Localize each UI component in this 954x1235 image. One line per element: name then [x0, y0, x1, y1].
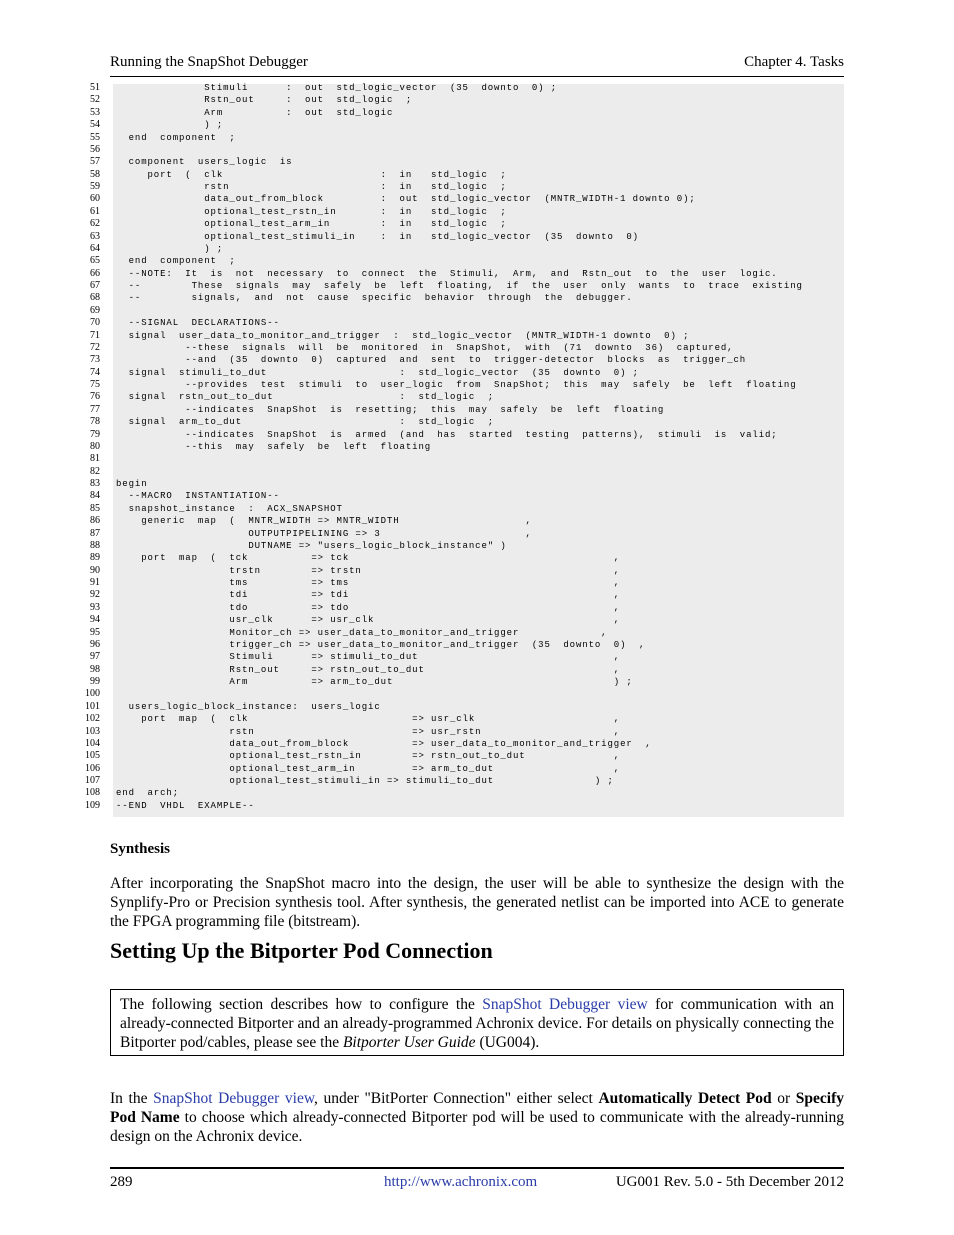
bitporter-user-guide-title: Bitporter User Guide — [342, 1034, 476, 1051]
line-number: 55 — [90, 131, 100, 143]
line-number: 106 — [85, 762, 100, 774]
code-line — [78, 280, 844, 292]
synthesis-heading: Synthesis — [110, 841, 171, 857]
code-text: --this may safely be left floating — [116, 441, 432, 452]
line-number: 75 — [90, 379, 100, 390]
paragraph-text-part: , under "BitPorter Connection" either select — [314, 1090, 599, 1107]
code-line — [78, 713, 844, 725]
line-number: 98 — [90, 663, 100, 675]
line-number: 70 — [90, 317, 100, 329]
code-text: trigger_ch => user_data_to_monitor_and_trigger (35 downto 0) , — [116, 639, 646, 650]
document-revision: UG001 Rev. 5.0 - 5th December 2012 — [615, 1174, 844, 1190]
code-text: signal user_data_to_monitor_and_trigger : std_logic_vector (MNTR_WIDTH-1 downto 0) ; — [116, 330, 690, 341]
code-line — [78, 750, 844, 762]
line-number: 89 — [90, 552, 100, 564]
line-number: 81 — [90, 453, 100, 465]
code-text: tms => tms , — [116, 578, 621, 588]
code-line — [78, 404, 844, 416]
line-number: 100 — [85, 688, 100, 700]
code-text: Stimuli => stimuli_to_dut , — [116, 652, 621, 663]
code-text: --NOTE: It is not necessary to connect the Stimuli, Arm, and Rstn_out to the user logic. — [116, 268, 778, 279]
code-line — [78, 156, 844, 168]
code-text: port ( clk : in std_logic ; — [116, 169, 507, 180]
code-line — [78, 602, 844, 614]
code-text: signal stimuli_to_dut : std_logic_vector (35 downto 0) ; — [116, 367, 639, 378]
code-line — [78, 639, 844, 651]
code-line — [78, 515, 844, 527]
code-line — [78, 540, 844, 552]
line-number: 84 — [90, 490, 100, 502]
vhdl-code-listing — [78, 82, 844, 812]
code-text: Arm => arm_to_dut ) ; — [116, 677, 633, 687]
code-line — [78, 317, 844, 329]
line-number: 67 — [90, 280, 100, 291]
code-text: component users_logic is — [116, 157, 293, 168]
code-line — [78, 429, 844, 441]
code-text: --these signals will be monitored in SnapShot, with (71 downto 36) captured, — [116, 342, 734, 353]
note-text-part: (UG004). — [475, 1034, 540, 1051]
paragraph-text-part: or — [771, 1090, 796, 1107]
code-text: --provides test stimuli to user_logic from SnapShot; this may safely be left floating — [116, 380, 797, 390]
line-number: 102 — [85, 713, 100, 725]
code-text: rstn => usr_rstn , — [116, 726, 621, 737]
code-line — [78, 676, 844, 688]
option-automatically-detect-pod: Automatically Detect Pod — [598, 1090, 772, 1107]
code-text: signal arm_to_dut : std_logic ; — [116, 417, 495, 428]
line-number: 63 — [90, 230, 100, 242]
code-line — [78, 193, 844, 205]
line-number: 96 — [90, 638, 100, 650]
code-line — [78, 243, 844, 255]
code-text: end component ; — [116, 256, 236, 267]
header-section-title: Running the SnapShot Debugger — [110, 54, 308, 70]
line-number: 61 — [90, 205, 100, 217]
line-number: 53 — [90, 106, 100, 118]
line-number: 105 — [85, 750, 100, 762]
code-line — [78, 255, 844, 267]
footer-divider — [110, 1167, 844, 1169]
paragraph-text-part: to choose which already-connected Bitporter pod will be used to communicate with the already-running design on the Achronix device. — [110, 1109, 844, 1145]
line-number: 54 — [90, 119, 100, 131]
code-line — [78, 305, 844, 317]
section-title: Setting Up the Bitporter Pod Connection — [110, 938, 493, 963]
code-text: --indicates SnapShot is resetting; this may safely be left floating — [116, 404, 665, 415]
code-text: --SIGNAL DECLARATIONS-- — [116, 318, 280, 329]
code-line — [78, 466, 844, 478]
code-text: signal rstn_out_to_dut : std_logic ; — [116, 392, 495, 403]
code-line — [78, 330, 844, 342]
code-text: optional_test_rstn_in => rstn_out_to_dut , — [116, 751, 621, 762]
note-text — [120, 995, 834, 1052]
code-line — [78, 144, 844, 156]
code-text: usr_clk => usr_clk , — [116, 615, 621, 626]
note-box — [110, 989, 844, 1056]
code-text: --END VHDL EXAMPLE-- — [116, 800, 255, 811]
code-text: data_out_from_block : out std_logic_vector (MNTR_WIDTH-1 downto 0); — [116, 194, 696, 205]
line-number: 77 — [90, 403, 100, 415]
line-number: 56 — [90, 143, 100, 155]
code-line — [78, 367, 844, 379]
code-text: DUTNAME => "users_logic_block_instance" ) — [116, 540, 507, 551]
page-header — [110, 54, 844, 74]
code-text: optional_test_arm_in => arm_to_dut , — [116, 763, 621, 774]
code-text: trstn => trstn , — [116, 565, 621, 576]
code-line — [78, 231, 844, 243]
code-text: Rstn_out => rstn_out_to_dut , — [116, 664, 621, 675]
code-text: snapshot_instance : ACX_SNAPSHOT — [116, 503, 343, 514]
line-number: 72 — [90, 341, 100, 353]
code-text: users_logic_block_instance: users_logic — [116, 701, 381, 712]
header-chapter-title: Chapter 4. Tasks — [744, 54, 844, 70]
code-line — [78, 577, 844, 589]
code-line — [78, 119, 844, 131]
line-number: 83 — [90, 478, 100, 489]
line-number: 82 — [90, 465, 100, 477]
code-text: optional_test_stimuli_in => stimuli_to_dut ) ; — [116, 776, 614, 786]
code-text: ) ; — [116, 243, 224, 254]
code-text: optional_test_arm_in : in std_logic ; — [116, 219, 507, 230]
line-number: 76 — [90, 391, 100, 403]
line-number: 109 — [85, 799, 100, 811]
line-number: 57 — [90, 156, 100, 168]
code-line — [78, 726, 844, 738]
code-line — [78, 478, 844, 490]
code-text: --indicates SnapShot is armed (and has started testing patterns), stimuli is valid; — [116, 429, 778, 440]
line-number: 71 — [90, 329, 100, 341]
line-number: 78 — [90, 416, 100, 428]
page-number: 289 — [110, 1174, 133, 1190]
line-number: 95 — [90, 626, 100, 638]
code-line — [78, 416, 844, 428]
code-line — [78, 206, 844, 218]
code-text: tdo => tdo , — [116, 602, 621, 613]
code-line — [78, 268, 844, 280]
line-number: 91 — [90, 577, 100, 588]
line-number: 64 — [90, 242, 100, 254]
code-line — [78, 664, 844, 676]
code-line — [78, 565, 844, 577]
line-number: 74 — [90, 366, 100, 378]
code-line — [78, 169, 844, 181]
code-line — [78, 651, 844, 663]
code-line — [78, 490, 844, 502]
header-divider — [110, 76, 844, 77]
code-line — [78, 218, 844, 230]
code-line — [78, 627, 844, 639]
line-number: 65 — [90, 255, 100, 267]
code-line — [78, 800, 844, 812]
code-line — [78, 441, 844, 453]
code-line — [78, 453, 844, 465]
code-line — [78, 503, 844, 515]
line-number: 92 — [90, 589, 100, 601]
code-text: optional_test_stimuli_in : in std_logic_vector (35 downto 0) — [116, 231, 639, 242]
line-number: 52 — [90, 94, 100, 106]
code-line — [78, 342, 844, 354]
code-text: data_out_from_block => user_data_to_monitor_and_trigger , — [116, 738, 652, 749]
line-number: 62 — [90, 218, 100, 230]
snapshot-debugger-view-link[interactable]: SnapShot Debugger view — [482, 996, 648, 1013]
line-number: 59 — [90, 181, 100, 192]
code-line — [78, 688, 844, 700]
line-number: 108 — [85, 787, 100, 799]
line-number: 51 — [90, 82, 100, 93]
line-number: 66 — [90, 267, 100, 279]
code-line — [78, 354, 844, 366]
line-number: 99 — [90, 676, 100, 687]
code-line — [78, 528, 844, 540]
line-number: 87 — [90, 527, 100, 539]
line-number: 97 — [90, 651, 100, 663]
option-specify-pod-name: Specify Pod Name — [110, 1090, 844, 1126]
code-line — [78, 787, 844, 799]
code-line — [78, 391, 844, 403]
code-line — [78, 701, 844, 713]
snapshot-debugger-view-link[interactable]: SnapShot Debugger view — [153, 1090, 315, 1107]
code-text: -- These signals may safely be left floating, if the user only wants to trace existing — [116, 281, 803, 291]
code-text: ) ; — [116, 120, 224, 131]
code-text: port map ( clk => usr_clk , — [116, 714, 621, 725]
line-number: 68 — [90, 292, 100, 304]
pod-connection-paragraph — [110, 1089, 844, 1146]
note-text-part: The following section describes how to configure the — [120, 996, 483, 1013]
line-number: 69 — [90, 304, 100, 316]
code-line — [78, 775, 844, 787]
code-text: Stimuli : out std_logic_vector (35 downto 0) ; — [116, 83, 558, 93]
code-text: port map ( tck => tck , — [116, 553, 621, 564]
code-line — [78, 132, 844, 144]
code-text: optional_test_rstn_in : in std_logic ; — [116, 206, 507, 217]
line-number: 85 — [90, 502, 100, 514]
note-text-part: for communication with an already-connected Bitporter and an already-programmed Achronix device. For details on physically connecting the Bitporter pod/cables, please see the — [120, 996, 835, 1051]
line-number: 88 — [90, 539, 100, 551]
code-text: tdi => tdi , — [116, 590, 621, 601]
code-text: end arch; — [116, 788, 180, 799]
line-number: 103 — [85, 725, 100, 737]
line-number: 107 — [85, 775, 100, 786]
code-line — [78, 94, 844, 106]
code-text: --MACRO INSTANTIATION-- — [116, 491, 280, 502]
synthesis-paragraph: After incorporating the SnapShot macro into the design, the user will be able to synthesize the design with the Synplify-Pro or Precision synthesis tool. After synthesis, the generated netlist can be imported into ACE to generate the FPGA programming file (bitstream). — [110, 875, 844, 930]
line-number: 73 — [90, 354, 100, 366]
line-number: 94 — [90, 614, 100, 626]
line-number: 93 — [90, 601, 100, 613]
code-line — [78, 181, 844, 193]
code-line — [78, 763, 844, 775]
paragraph-text-part: In the — [110, 1090, 154, 1107]
line-number: 90 — [90, 564, 100, 576]
code-text: -- signals, and not cause specific behavior through the debugger. — [116, 293, 633, 304]
achronix-website-link[interactable]: http://www.achronix.com — [384, 1174, 538, 1190]
line-number: 58 — [90, 168, 100, 180]
code-text: rstn : in std_logic ; — [116, 182, 507, 192]
code-text: Arm : out std_logic — [116, 107, 394, 118]
code-text: --and (35 downto 0) captured and sent to trigger-detector blocks as trigger_ch — [116, 355, 747, 366]
code-line — [78, 738, 844, 750]
line-number: 104 — [85, 737, 100, 749]
code-line — [78, 614, 844, 626]
code-text: OUTPUTPIPELINING => 3 , — [116, 528, 532, 539]
code-line — [78, 292, 844, 304]
code-line — [78, 82, 844, 94]
code-text: Monitor_ch => user_data_to_monitor_and_trigger , — [116, 627, 608, 638]
line-number: 86 — [90, 515, 100, 527]
code-line — [78, 589, 844, 601]
code-text: Rstn_out : out std_logic ; — [116, 95, 413, 106]
line-number: 80 — [90, 440, 100, 452]
code-text: generic map ( MNTR_WIDTH => MNTR_WIDTH , — [116, 516, 532, 527]
line-number: 79 — [90, 428, 100, 440]
line-number: 101 — [85, 700, 100, 712]
code-line — [78, 107, 844, 119]
line-number: 60 — [90, 193, 100, 205]
code-line — [78, 552, 844, 564]
code-line — [78, 379, 844, 391]
code-text: end component ; — [116, 132, 236, 143]
code-text: begin — [116, 479, 148, 489]
